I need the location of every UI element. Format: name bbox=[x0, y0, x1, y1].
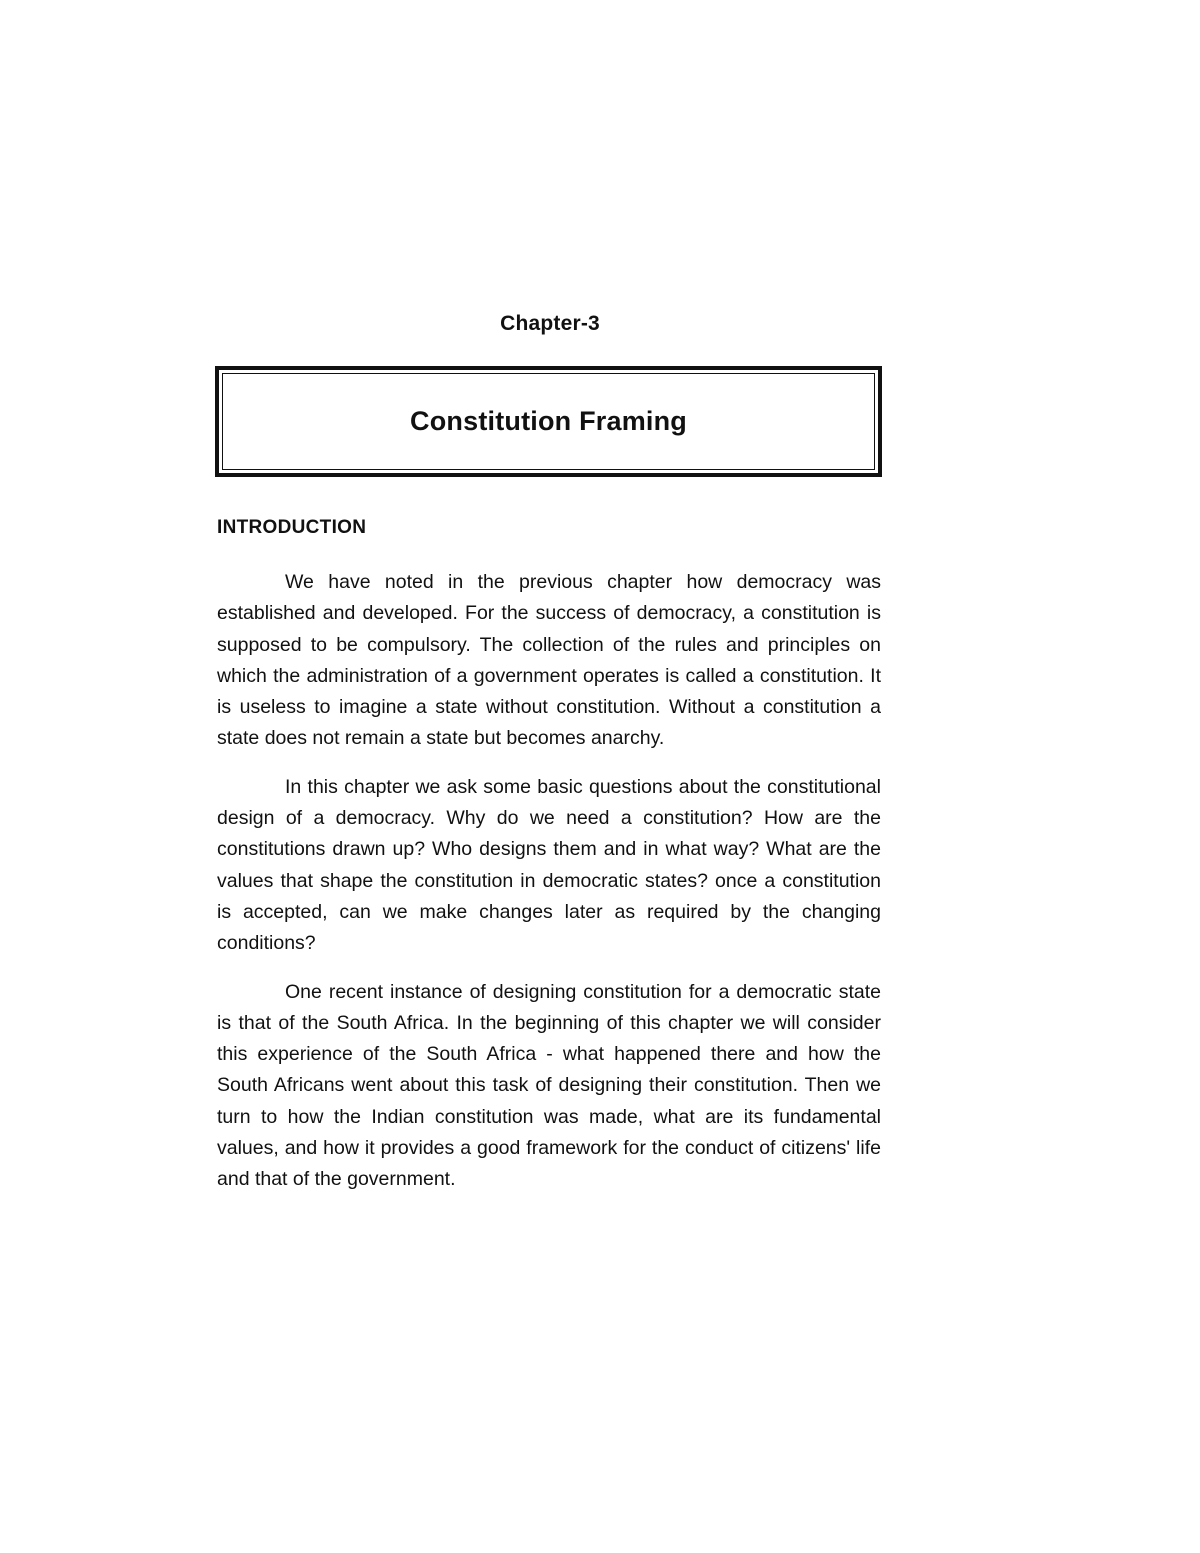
chapter-title: Constitution Framing bbox=[410, 406, 687, 436]
chapter-label: Chapter-3 bbox=[500, 312, 600, 335]
paragraph-1: We have noted in the previous chapter how democracy was established and developed. For the success of democracy, a constitution is supposed to be compulsory. The collection of the rules and principles on which the administration of a government operates is called a constitution. It is useless to imagine a state without constitution. Without a constitution a state does not remain a state but becomes anarchy. bbox=[217, 571, 881, 750]
paragraph-3: One recent instance of designing constitution for a democratic state is that of the South Africa. In the beginning of this chapter we will consider this experience of the South Africa - what happened there and how the South Africans went about this task of designing their constitution. Then we turn to how the Indian constitution was made, what are its fundamental values, and how it provides a good framework for the conduct of citizens' life and that of the government. bbox=[217, 980, 881, 1191]
chapter-title-box bbox=[215, 366, 882, 477]
paragraph-2: In this chapter we ask some basic questions about the constitutional design of a democracy. Why do we need a constitution? How are the constitutions drawn up? Who designs them and in what way? What are the values that shape the constitution in democratic states? once a constitution is accepted, can we make changes later as required by the changing conditions? bbox=[217, 775, 881, 955]
chapter-body bbox=[217, 514, 881, 1213]
section-heading: INTRODUCTION bbox=[217, 517, 367, 538]
chapter-title-inner-border bbox=[222, 373, 875, 470]
